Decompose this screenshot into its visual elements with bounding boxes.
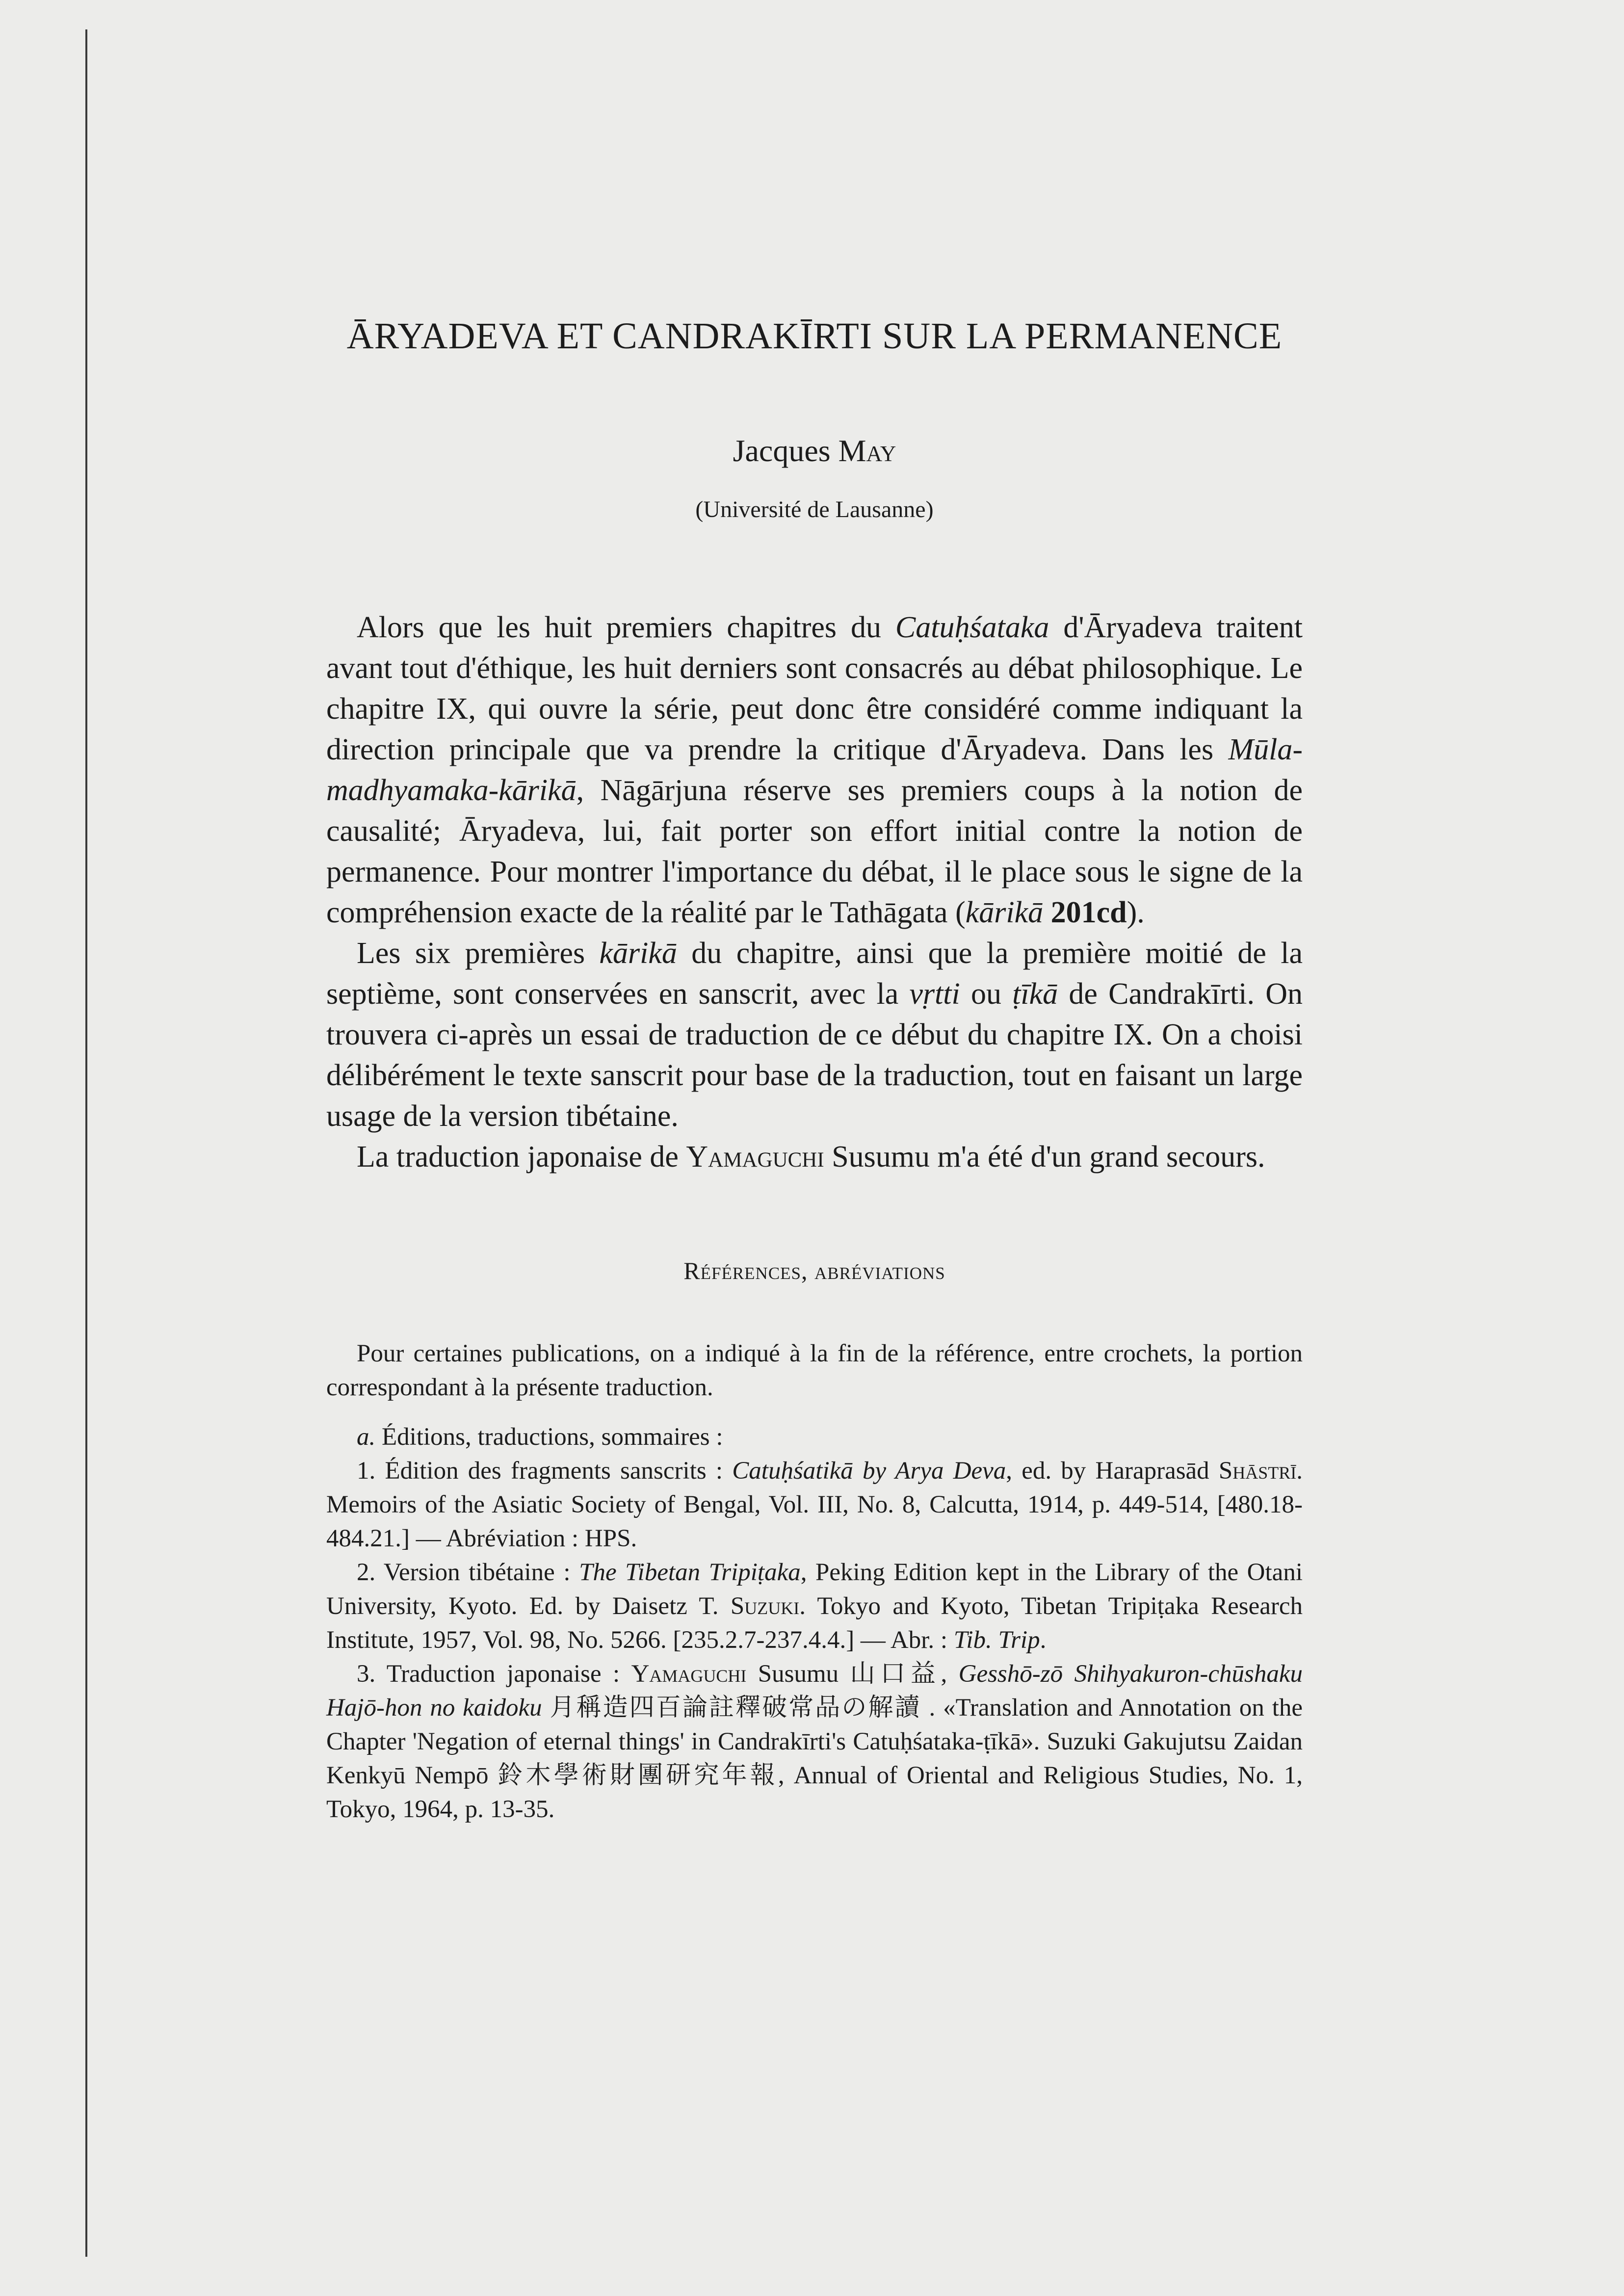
text-run: ). (1126, 895, 1145, 929)
text-run: Éditions, traductions, sommaires : (375, 1423, 723, 1451)
italic-title: Catuḥśatikā by Arya Deva (732, 1457, 1006, 1485)
references-list (326, 1337, 1303, 1826)
body-paragraph-2 (326, 933, 1303, 1137)
author-first-name: Jacques (733, 433, 831, 469)
text-run: Les six premières (357, 936, 600, 970)
text-run: , Nāgārjuna réserve ses premiers coups à la notion de causalité; Āryadeva, lui, fait porter son effort initial contre la notion de permanence. Pour montrer l'importance du débat, il le place sous le signe de la compréhension exacte de la réalité par le Tathāgata ( (326, 773, 1303, 929)
reference-item-1 (326, 1454, 1303, 1556)
text-run: du chapitre, ainsi que la première moitié de la septième, sont conservées en sanscrit, avec la (326, 936, 1303, 1011)
italic-term: ṭīkā (1012, 977, 1058, 1011)
small-caps-name: Shāstrī (1218, 1457, 1297, 1485)
reference-item-2 (326, 1556, 1303, 1657)
text-run: 3. Traduction japonaise : (357, 1660, 631, 1688)
reference-item-3 (326, 1657, 1303, 1826)
references-intro: Pour certaines publications, on a indiqué à la fin de la référence, entre crochets, la portion correspondant à la présente traduction. (326, 1339, 1303, 1401)
author-affiliation: (Université de Lausanne) (695, 496, 934, 522)
references-heading: Références, abréviations (683, 1256, 945, 1284)
italic-abbreviation: Tib. Trip (953, 1626, 1040, 1654)
text-run: 2. Version tibétaine : (357, 1558, 579, 1586)
text-run: Susumu 山口益, (746, 1660, 959, 1688)
italic-title: Gesshō-zō Shihyakuron-chūshaku Hajō-hon no kaidoku (326, 1660, 1303, 1722)
body-paragraph-1 (326, 607, 1303, 933)
text-run: . Tokyo and Kyoto, Tibetan Tripiṭaka Research Institute, 1957, Vol. 98, No. 5266. [235.2.7-237.4.4.] — Abr. : (326, 1592, 1303, 1654)
text-run: , Peking Edition kept in the Library of the Otani University, Kyoto. Ed. by Daisetz T. (326, 1558, 1303, 1620)
text-run: 1. Édition des fragments sanscrits : (357, 1457, 733, 1485)
article (326, 314, 1303, 1826)
page-edge-line (85, 29, 87, 2257)
text-run: ou (960, 977, 1013, 1011)
italic-term: kārikā (599, 936, 677, 970)
text-run: La traduction japonaise de (357, 1140, 686, 1174)
text-run: . (1040, 1626, 1047, 1654)
italic-term: vṛtti (909, 977, 960, 1011)
italic-term: kārikā (965, 895, 1044, 929)
text-run: 月稱造四百論註釋破常品の解讀 . «Translation and Annotation on the Chapter 'Negation of eternal things' in Candrakīrti's Catuḥśataka-ṭīkā». Suzuki Gakujutsu Zaidan Kenkyū Nempō 鈴木學術財團研究年報, Annual of Oriental and Religious Studies, No. 1, Tokyo, 1964, p. 13-35. (326, 1694, 1303, 1823)
bold-reference: 201cd (1050, 895, 1127, 929)
article-body (326, 607, 1303, 1177)
author-last-name: May (838, 433, 896, 469)
text-run: d'Āryadeva traitent avant tout d'éthique, les huit derniers sont consacrés au débat philosophique. Le chapitre IX, qui ouvre la série, peut donc être considéré comme indiquant la direction principale que va prendre la critique d'Āryadeva. Dans les (326, 610, 1303, 766)
text-run: . Memoirs of the Asiatic Society of Bengal, Vol. III, No. 8, Calcutta, 1914, p. 449-514, [480.18-484.21.] — Abréviation : HPS. (326, 1457, 1303, 1552)
references-section-a (326, 1420, 1303, 1454)
text-run: Alors que les huit premiers chapitres du (357, 610, 895, 644)
text-run: Susumu m'a été d'un grand secours. (824, 1140, 1265, 1174)
small-caps-name: Suzuki (730, 1592, 800, 1620)
article-title: ĀRYADEVA ET CANDRAKĪRTI SUR LA PERMANENCE (346, 315, 1283, 357)
small-caps-name: Yamaguchi (686, 1140, 824, 1174)
text-run: de Candrakīrti. On trouvera ci-après un essai de traduction de ce début du chapitre IX. On a choisi délibérément le texte sanscrit pour base de la traduction, tout en faisant un large usage de la version tibétaine. (326, 977, 1303, 1133)
author-name (326, 432, 1303, 470)
italic-title: The Tibetan Tripiṭaka (579, 1558, 801, 1586)
text-run: , ed. by Haraprasād (1006, 1457, 1219, 1485)
italic-term: Catuḥśataka (895, 610, 1049, 644)
small-caps-name: Yamaguchi (631, 1660, 747, 1688)
italic-term: Mūla-madhyamaka-kārikā (326, 732, 1303, 807)
body-paragraph-3 (326, 1137, 1303, 1177)
section-label: a. (357, 1423, 376, 1451)
